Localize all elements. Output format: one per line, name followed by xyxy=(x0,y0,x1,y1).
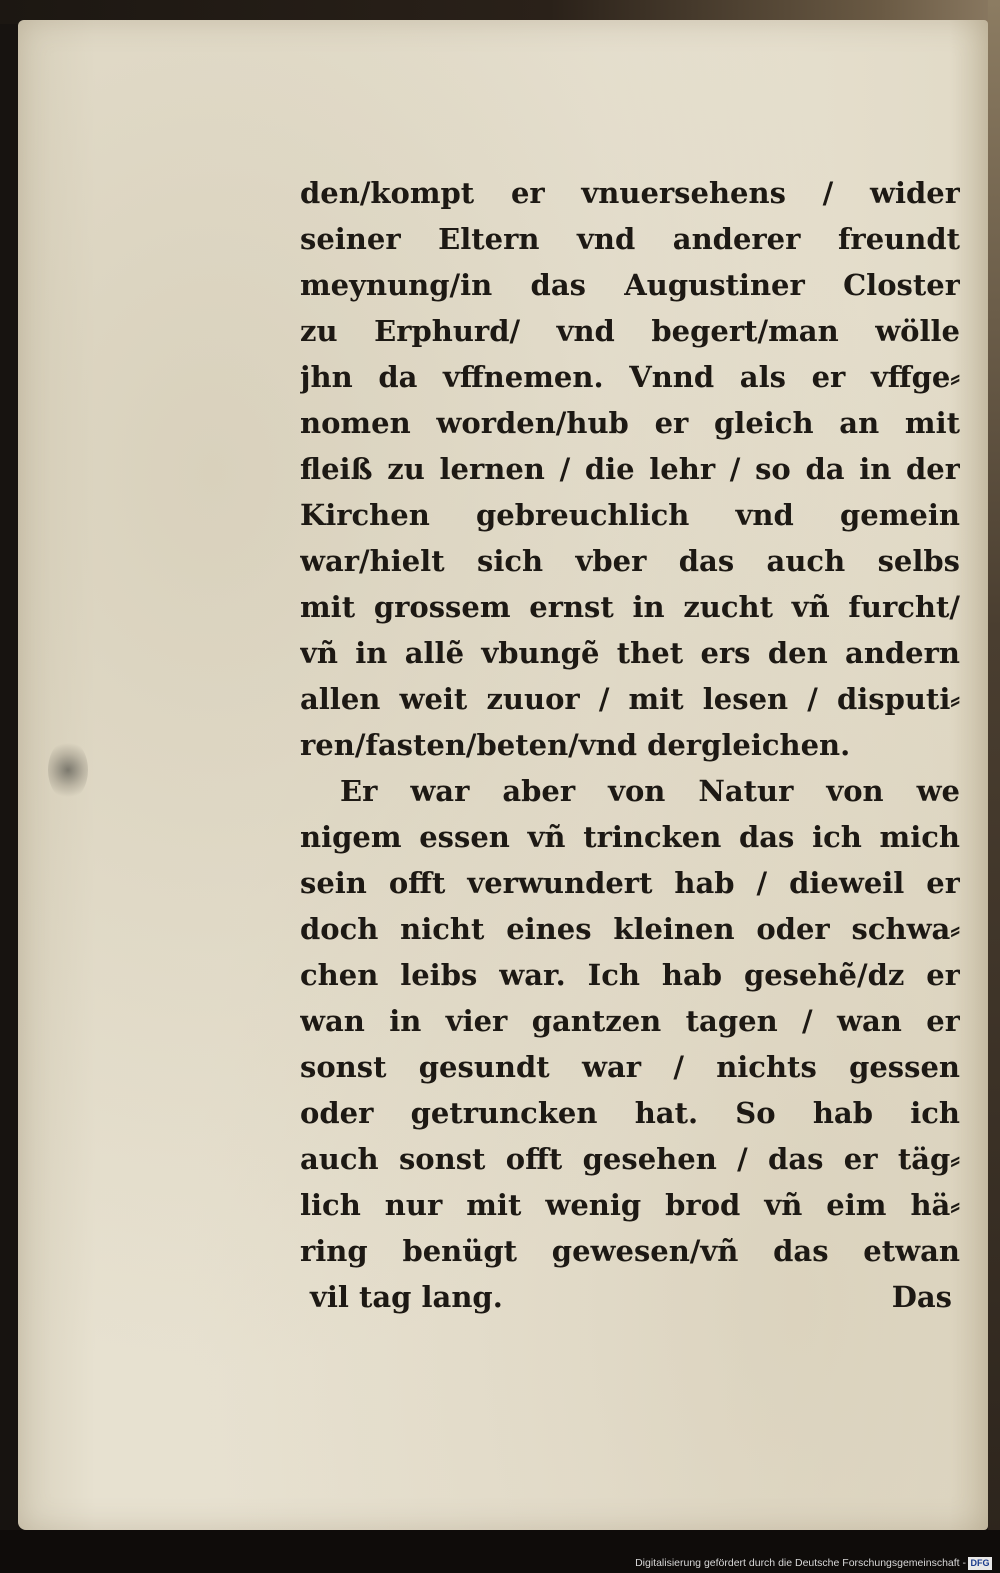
book-page xyxy=(18,20,988,1530)
text-line-15: nigem essen vñ trincken das ich mich xyxy=(300,820,960,854)
text-line-14: Er war aber von Natur von we xyxy=(340,774,960,808)
text-line-20: sonst gesundt war / nichts gessen xyxy=(300,1050,960,1084)
text-line-18: chen leibs war. Ich hab gesehẽ/dz er xyxy=(300,958,960,992)
text-line-7: fleiß zu lernen / die lehr / so da in der xyxy=(300,452,960,486)
text-line-17: doch nicht eines kleinen oder schwa⸗ xyxy=(300,912,960,946)
text-line-1: den/kompt er vnuersehens / wider xyxy=(300,176,960,210)
ink-smudge xyxy=(48,740,88,800)
text-line-2: seiner Eltern vnd anderer freundt xyxy=(300,222,960,256)
text-line-4: zu Erphurd/ vnd begert/man wölle xyxy=(300,314,960,348)
text-line-3: meynung/in das Augustiner Closter xyxy=(300,268,960,302)
text-line-12: allen weit zuuor / mit lesen / disputi⸗ xyxy=(300,682,960,716)
text-line-19: wan in vier gantzen tagen / wan er xyxy=(300,1004,960,1038)
dfg-logo-icon: DFG xyxy=(968,1557,992,1570)
digitization-credit: Digitalisierung gefördert durch die Deutsche Forschungsgemeinschaft - xyxy=(635,1557,966,1569)
text-line-16: sein offt verwundert hab / dieweil er xyxy=(300,866,960,900)
text-line-10: mit grossem ernst in zucht vñ furcht/ xyxy=(300,590,960,624)
text-line-24: ring benügt gewesen/vñ das etwan xyxy=(300,1234,960,1268)
text-line-9: war/hielt sich vber das auch selbs xyxy=(300,544,960,578)
text-line-5: jhn da vffnemen. Vnnd als er vffge⸗ xyxy=(300,360,960,394)
text-line-last: vil tag lang. xyxy=(310,1280,503,1314)
text-line-23: lich nur mit wenig brod vñ eim hä⸗ xyxy=(300,1188,960,1222)
text-line-21: oder getruncken hat. So hab ich xyxy=(300,1096,960,1130)
footer-strip xyxy=(0,1530,1000,1573)
book-edge-right xyxy=(988,0,1000,1573)
text-line-6: nomen worden/hub er gleich an mit xyxy=(300,406,960,440)
text-block xyxy=(300,170,960,1320)
catchword: Das xyxy=(891,1280,952,1314)
final-row xyxy=(300,1274,960,1320)
text-line-8: Kirchen gebreuchlich vnd gemein xyxy=(300,498,960,532)
text-line-13: ren/fasten/beten/vnd dergleichen. xyxy=(300,728,851,762)
text-line-22: auch sonst offt gesehen / das er täg⸗ xyxy=(300,1142,960,1176)
text-line-11: vñ in allẽ vbungẽ thet ers den andern xyxy=(300,636,960,670)
